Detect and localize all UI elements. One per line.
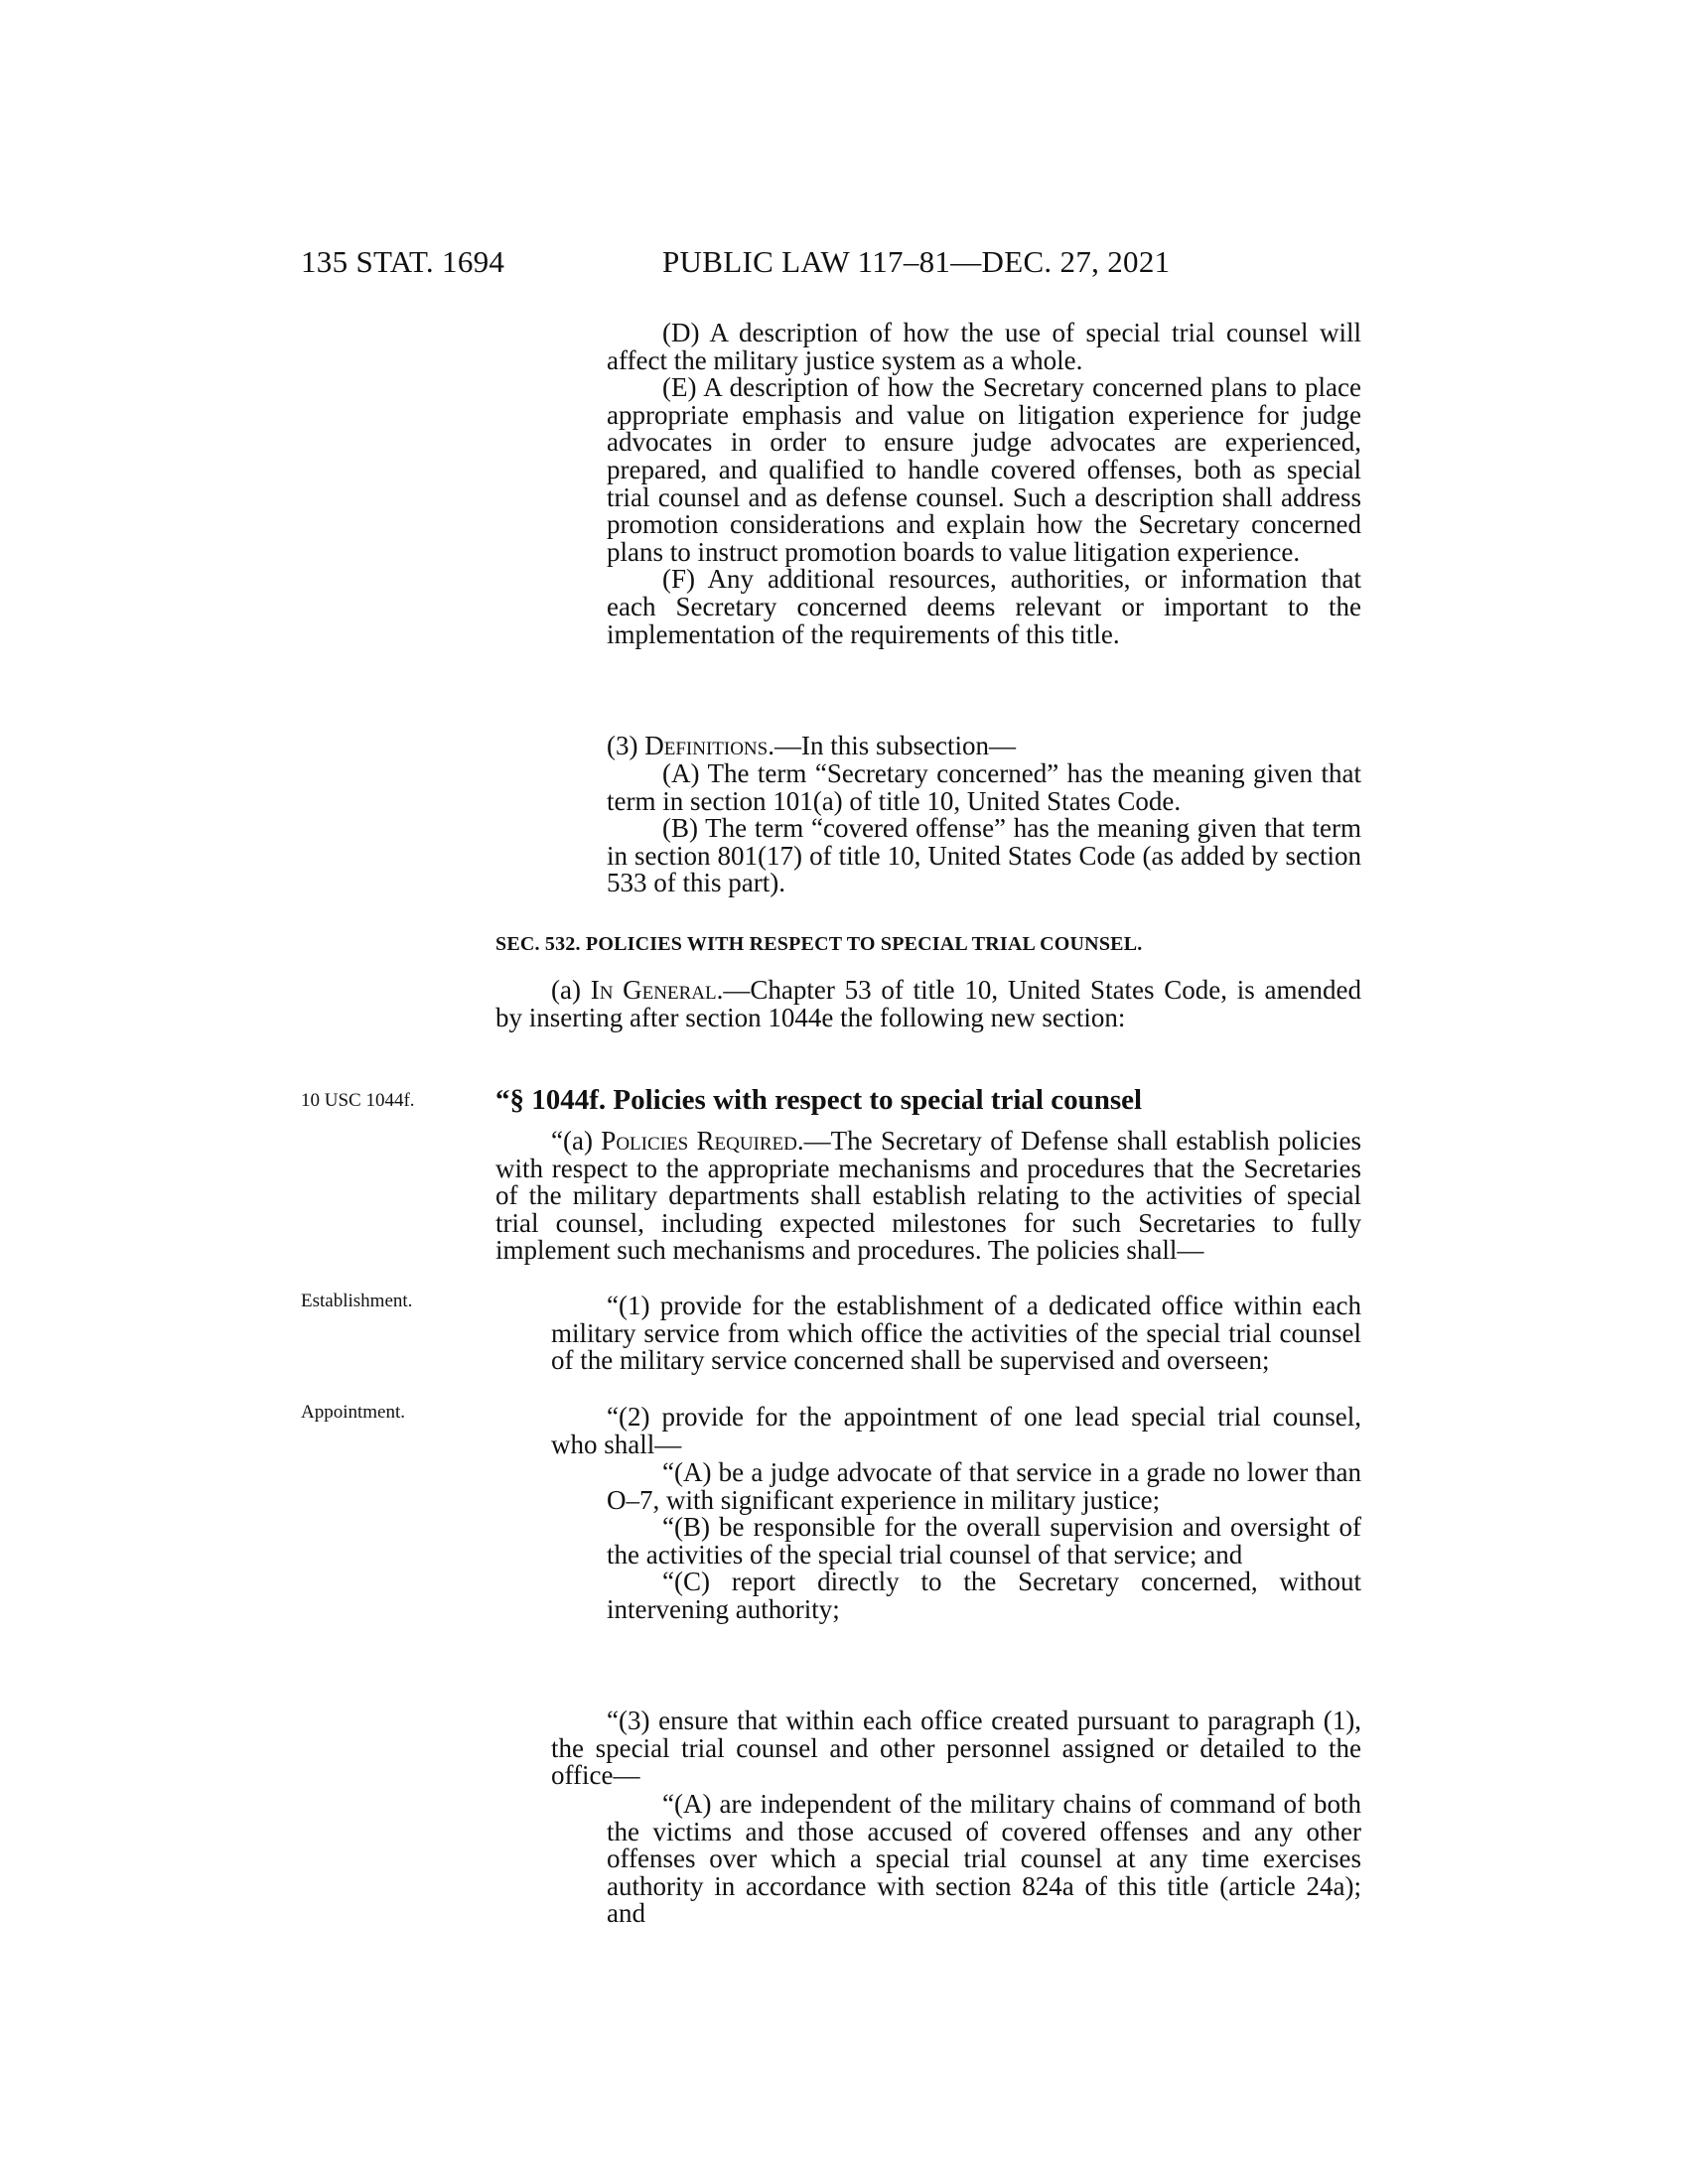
paragraph-3: “(3) ensure that within each office created pursuant to paragraph (1), the special trial counsel and other personnel assigned or detailed to the office— xyxy=(551,1706,1361,1791)
margin-note-appointment: Appointment. xyxy=(301,1402,406,1423)
section-intro-paragraph: (a) In General.—Chapter 53 of title 10, United States Code, is amended by inserting after section 1044e the following new section: xyxy=(495,975,1361,1032)
paragraph-1-block xyxy=(551,1293,1361,1375)
paragraph-policies-required: “(a) Policies Required.—The Secretary of Defense shall establish policies with respect to the appropriate mechanisms and procedures that the Secretaries of the military departments shall establish relating to the activities of special trial counsel, including expected milestones for such Secretaries to fully implement such mechanisms and procedures. The policies shall— xyxy=(495,1126,1361,1266)
paragraph-3-sub-block xyxy=(607,1791,1361,1928)
paragraph-e: (E) A description of how the Secretary concerned plans to place appropriate emphasis and value on litigation experience for judge advocates in order to ensure judge advocates are experienced, prepared, and qualified to handle covered offenses, both as special trial counsel and as defense counsel. Such a description shall address promotion considerations and explain how the Secretary concerned plans to instruct promotion boards to value litigation experience. xyxy=(607,372,1361,567)
page-stat-reference: 135 STAT. 1694 xyxy=(301,244,505,279)
paragraph-2-c: “(C) report directly to the Secretary concerned, without intervening authority; xyxy=(607,1567,1361,1624)
page-law-reference: PUBLIC LAW 117–81—DEC. 27, 2021 xyxy=(662,244,1171,279)
section-heading: SEC. 532. POLICIES WITH RESPECT TO SPECIAL TRIAL COUNSEL. xyxy=(495,933,1143,955)
paragraph-2: “(2) provide for the appointment of one lead special trial counsel, who shall— xyxy=(551,1402,1361,1459)
paragraph-f: (F) Any additional resources, authorities, or information that each Secretary concerned deems relevant or important to the implementation of the requirements of this title. xyxy=(607,564,1361,649)
paragraph-3-a: “(A) are independent of the military chains of command of both the victims and those accused of covered offenses and any other offenses over which a special trial counsel at any time exercises authority in accordance with section 824a of this title (article 24a); and xyxy=(607,1789,1361,1929)
paragraph-3-block xyxy=(551,1707,1361,1790)
paragraph-definition-a: (A) The term “Secretary concerned” has the meaning given that term in section 101(a) of title 10, United States Code. xyxy=(607,758,1361,816)
definitions-block xyxy=(551,733,1361,760)
top-block xyxy=(607,320,1361,648)
paragraph-2-sub-block xyxy=(607,1459,1361,1624)
chapter-heading: “§ 1044f. Policies with respect to special trial counsel xyxy=(495,1084,1143,1116)
section-intro-block xyxy=(495,977,1361,1031)
definitions-sub-block xyxy=(607,760,1361,897)
margin-note-establishment: Establishment. xyxy=(301,1291,413,1311)
paragraph-2-a: “(A) be a judge advocate of that service in a grade no lower than O–7, with significant experience in military justice; xyxy=(607,1457,1361,1515)
margin-note-usc: 10 USC 1044f. xyxy=(301,1090,415,1111)
paragraph-definition-b: (B) The term “covered offense” has the meaning given that term in section 801(17) of title 10, United States Code (as added by section 533 of this part). xyxy=(607,813,1361,898)
paragraph-definitions: (3) Definitions.—In this subsection— xyxy=(607,731,1016,760)
paragraph-2-b: “(B) be responsible for the overall supervision and oversight of the activities of the special trial counsel of that service; and xyxy=(607,1512,1361,1570)
paragraph-d: (D) A description of how the use of special trial counsel will affect the military justice system as a whole. xyxy=(607,318,1361,375)
paragraph-1: “(1) provide for the establishment of a dedicated office within each military service from which office the activities of the special trial counsel of the military service concerned shall be supervised and overseen; xyxy=(551,1291,1361,1376)
paragraph-2-block xyxy=(551,1404,1361,1458)
policies-required-block xyxy=(495,1128,1361,1265)
